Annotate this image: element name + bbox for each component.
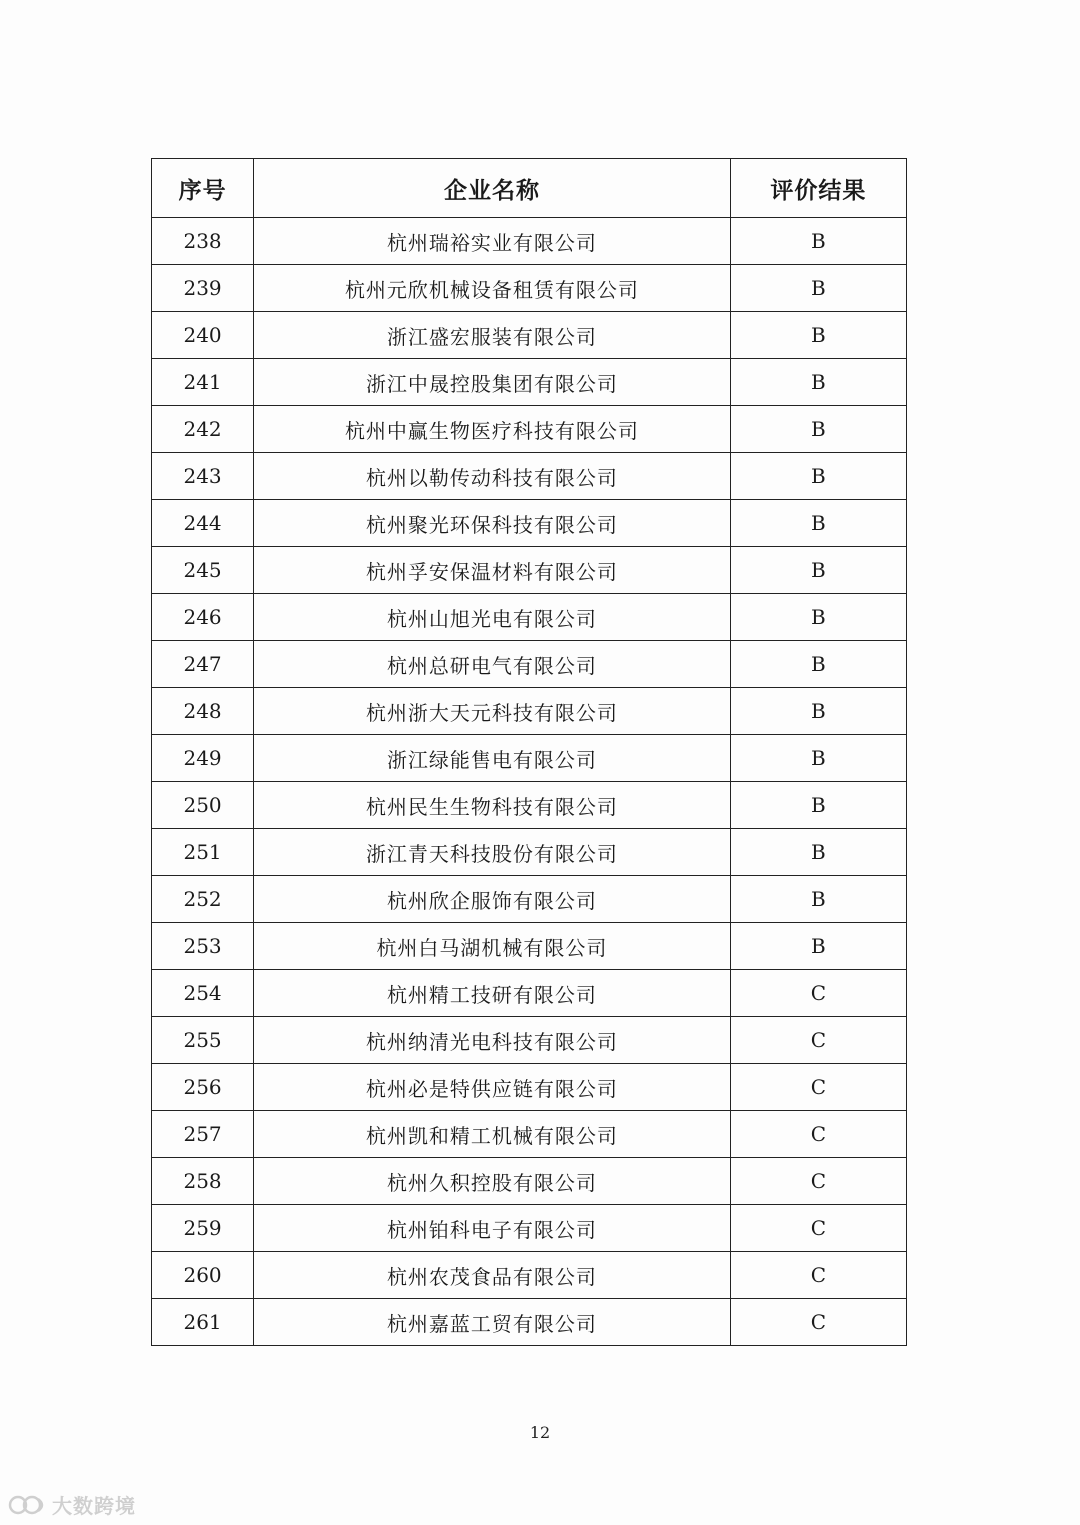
company-name-cell: 杭州欣企服饰有限公司 bbox=[254, 876, 731, 923]
evaluation-result-cell: B bbox=[730, 923, 906, 970]
company-name-cell: 杭州久积控股有限公司 bbox=[254, 1158, 731, 1205]
evaluation-result-cell: B bbox=[730, 829, 906, 876]
serial-number-cell: 240 bbox=[152, 312, 254, 359]
table-body bbox=[152, 218, 907, 1346]
serial-number-cell: 252 bbox=[152, 876, 254, 923]
evaluation-result-cell: C bbox=[730, 1111, 906, 1158]
company-name-cell: 杭州白马湖机械有限公司 bbox=[254, 923, 731, 970]
table-row bbox=[152, 876, 907, 923]
company-name-cell: 浙江中晟控股集团有限公司 bbox=[254, 359, 731, 406]
company-name-cell: 杭州元欣机械设备租赁有限公司 bbox=[254, 265, 731, 312]
serial-number-cell: 249 bbox=[152, 735, 254, 782]
serial-number-cell: 241 bbox=[152, 359, 254, 406]
header-evaluation-result: 评价结果 bbox=[730, 159, 906, 218]
evaluation-result-cell: C bbox=[730, 1064, 906, 1111]
evaluation-result-cell: B bbox=[730, 265, 906, 312]
serial-number-cell: 259 bbox=[152, 1205, 254, 1252]
table-row bbox=[152, 1205, 907, 1252]
serial-number-cell: 260 bbox=[152, 1252, 254, 1299]
table-row bbox=[152, 688, 907, 735]
evaluation-result-cell: B bbox=[730, 547, 906, 594]
serial-number-cell: 242 bbox=[152, 406, 254, 453]
company-name-cell: 杭州中赢生物医疗科技有限公司 bbox=[254, 406, 731, 453]
evaluation-result-cell: B bbox=[730, 453, 906, 500]
company-name-cell: 浙江盛宏服装有限公司 bbox=[254, 312, 731, 359]
table-row bbox=[152, 265, 907, 312]
serial-number-cell: 251 bbox=[152, 829, 254, 876]
serial-number-cell: 253 bbox=[152, 923, 254, 970]
serial-number-cell: 244 bbox=[152, 500, 254, 547]
table-row bbox=[152, 453, 907, 500]
table-row bbox=[152, 500, 907, 547]
serial-number-cell: 254 bbox=[152, 970, 254, 1017]
table-row bbox=[152, 1017, 907, 1064]
company-name-cell: 杭州总研电气有限公司 bbox=[254, 641, 731, 688]
table-row bbox=[152, 1064, 907, 1111]
table-row bbox=[152, 594, 907, 641]
evaluation-result-cell: C bbox=[730, 1252, 906, 1299]
evaluation-table bbox=[151, 158, 907, 1346]
serial-number-cell: 258 bbox=[152, 1158, 254, 1205]
company-name-cell: 杭州瑞裕实业有限公司 bbox=[254, 218, 731, 265]
table-header-row bbox=[152, 159, 907, 218]
table-row bbox=[152, 829, 907, 876]
company-name-cell: 浙江青天科技股份有限公司 bbox=[254, 829, 731, 876]
evaluation-result-cell: B bbox=[730, 594, 906, 641]
brand-logo-icon bbox=[8, 1493, 48, 1517]
table-row bbox=[152, 1252, 907, 1299]
company-name-cell: 杭州纳清光电科技有限公司 bbox=[254, 1017, 731, 1064]
table-row bbox=[152, 1158, 907, 1205]
company-name-cell: 杭州民生生物科技有限公司 bbox=[254, 782, 731, 829]
evaluation-result-cell: C bbox=[730, 1299, 906, 1346]
evaluation-result-cell: B bbox=[730, 782, 906, 829]
company-name-cell: 杭州必是特供应链有限公司 bbox=[254, 1064, 731, 1111]
table-row bbox=[152, 923, 907, 970]
serial-number-cell: 245 bbox=[152, 547, 254, 594]
page-number: 12 bbox=[529, 1423, 551, 1442]
evaluation-result-cell: B bbox=[730, 312, 906, 359]
company-name-cell: 杭州以勒传动科技有限公司 bbox=[254, 453, 731, 500]
table-row bbox=[152, 641, 907, 688]
header-serial-number: 序号 bbox=[152, 159, 254, 218]
table-row bbox=[152, 359, 907, 406]
serial-number-cell: 248 bbox=[152, 688, 254, 735]
serial-number-cell: 246 bbox=[152, 594, 254, 641]
table-row bbox=[152, 312, 907, 359]
serial-number-cell: 250 bbox=[152, 782, 254, 829]
table-row bbox=[152, 547, 907, 594]
evaluation-result-cell: B bbox=[730, 688, 906, 735]
serial-number-cell: 243 bbox=[152, 453, 254, 500]
evaluation-result-cell: C bbox=[730, 1017, 906, 1064]
evaluation-result-cell: B bbox=[730, 218, 906, 265]
serial-number-cell: 255 bbox=[152, 1017, 254, 1064]
evaluation-result-cell: B bbox=[730, 876, 906, 923]
company-name-cell: 杭州精工技研有限公司 bbox=[254, 970, 731, 1017]
evaluation-result-cell: C bbox=[730, 1158, 906, 1205]
table-row bbox=[152, 218, 907, 265]
company-name-cell: 浙江绿能售电有限公司 bbox=[254, 735, 731, 782]
evaluation-result-cell: B bbox=[730, 641, 906, 688]
company-name-cell: 杭州孚安保温材料有限公司 bbox=[254, 547, 731, 594]
serial-number-cell: 261 bbox=[152, 1299, 254, 1346]
watermark-text: 大数跨境 bbox=[52, 1494, 136, 1518]
table-row bbox=[152, 970, 907, 1017]
watermark bbox=[8, 1490, 136, 1519]
evaluation-result-cell: B bbox=[730, 406, 906, 453]
evaluation-result-cell: B bbox=[730, 735, 906, 782]
serial-number-cell: 238 bbox=[152, 218, 254, 265]
company-name-cell: 杭州浙大天元科技有限公司 bbox=[254, 688, 731, 735]
table-row bbox=[152, 1111, 907, 1158]
company-name-cell: 杭州山旭光电有限公司 bbox=[254, 594, 731, 641]
table-row bbox=[152, 406, 907, 453]
evaluation-result-cell: B bbox=[730, 500, 906, 547]
company-name-cell: 杭州农茂食品有限公司 bbox=[254, 1252, 731, 1299]
company-name-cell: 杭州嘉蓝工贸有限公司 bbox=[254, 1299, 731, 1346]
company-name-cell: 杭州聚光环保科技有限公司 bbox=[254, 500, 731, 547]
serial-number-cell: 247 bbox=[152, 641, 254, 688]
table-row bbox=[152, 782, 907, 829]
evaluation-result-cell: B bbox=[730, 359, 906, 406]
serial-number-cell: 239 bbox=[152, 265, 254, 312]
company-name-cell: 杭州铂科电子有限公司 bbox=[254, 1205, 731, 1252]
header-company-name: 企业名称 bbox=[254, 159, 731, 218]
evaluation-result-cell: C bbox=[730, 970, 906, 1017]
serial-number-cell: 256 bbox=[152, 1064, 254, 1111]
table-row bbox=[152, 1299, 907, 1346]
table-row bbox=[152, 735, 907, 782]
evaluation-result-cell: C bbox=[730, 1205, 906, 1252]
serial-number-cell: 257 bbox=[152, 1111, 254, 1158]
company-name-cell: 杭州凯和精工机械有限公司 bbox=[254, 1111, 731, 1158]
